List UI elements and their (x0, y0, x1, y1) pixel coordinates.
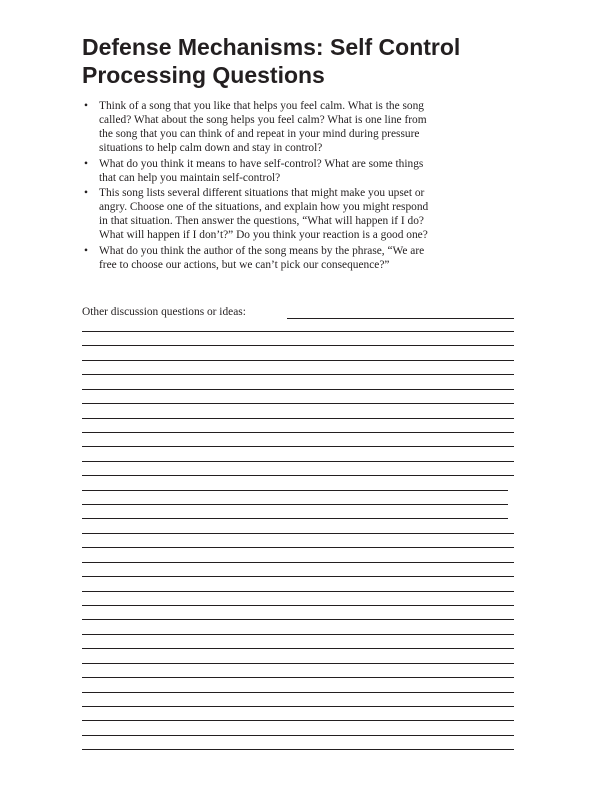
writing-line[interactable] (82, 360, 514, 361)
writing-line[interactable] (82, 418, 514, 419)
question-line: in that situation. Then answer the questions, “What will happen if I do? (99, 215, 424, 228)
writing-line[interactable] (82, 461, 514, 462)
writing-line[interactable] (82, 619, 514, 620)
title-line-2: Processing Questions (82, 62, 325, 88)
writing-line[interactable] (82, 576, 514, 577)
writing-line[interactable] (82, 403, 514, 404)
writing-line[interactable] (82, 331, 514, 332)
writing-line[interactable] (82, 692, 514, 693)
writing-line[interactable] (82, 518, 508, 519)
writing-line[interactable] (82, 677, 514, 678)
writing-line[interactable] (82, 720, 514, 721)
writing-line[interactable] (82, 605, 514, 606)
writing-line[interactable] (82, 345, 514, 346)
writing-line[interactable] (82, 490, 508, 491)
writing-line[interactable] (82, 547, 514, 548)
writing-line[interactable] (82, 735, 514, 736)
question-line: situations to help calm down and stay in control? (99, 141, 323, 154)
writing-line[interactable] (82, 648, 514, 649)
writing-line[interactable] (82, 432, 514, 433)
bullet-icon: • (84, 187, 88, 200)
bullet-icon: • (84, 100, 88, 112)
writing-line[interactable] (82, 634, 514, 635)
question-line: Think of a song that you like that helps you feel calm. What is the song (99, 100, 424, 112)
question-line: This song lists several different situations that might make you upset or (99, 187, 425, 200)
question-line: that can help you maintain self-control? (99, 171, 281, 184)
writing-lines (82, 0, 514, 792)
writing-line[interactable] (82, 374, 514, 375)
question-line: What do you think it means to have self-control? What are some things (99, 157, 424, 170)
bullet-icon: • (84, 157, 88, 170)
question-line: free to choose our actions, but we can’t pick our consequence?” (99, 258, 390, 271)
question-line: What will happen if I don’t?” Do you think your reaction is a good one? (99, 229, 428, 242)
writing-line[interactable] (82, 504, 508, 505)
question-line: the song that you can think of and repeat in your mind during pressure (99, 127, 420, 140)
bullet-icon: • (84, 245, 88, 258)
question-line: called? What about the song helps you feel calm? What is one line from (99, 113, 427, 126)
writing-line[interactable] (82, 706, 514, 707)
writing-line[interactable] (82, 475, 514, 476)
writing-line[interactable] (82, 446, 514, 447)
writing-line[interactable] (82, 663, 514, 664)
writing-line[interactable] (82, 591, 514, 592)
writing-line[interactable] (82, 533, 514, 534)
writing-line[interactable] (82, 749, 514, 750)
other-ideas-label: Other discussion questions or ideas: (82, 306, 246, 318)
writing-line[interactable] (82, 562, 514, 563)
title-line-1: Defense Mechanisms: Self Control (82, 34, 461, 60)
question-line: angry. Choose one of the situations, and explain how you might respond (99, 201, 429, 214)
question-line: What do you think the author of the song means by the phrase, “We are (99, 245, 425, 258)
writing-line[interactable] (82, 389, 514, 390)
